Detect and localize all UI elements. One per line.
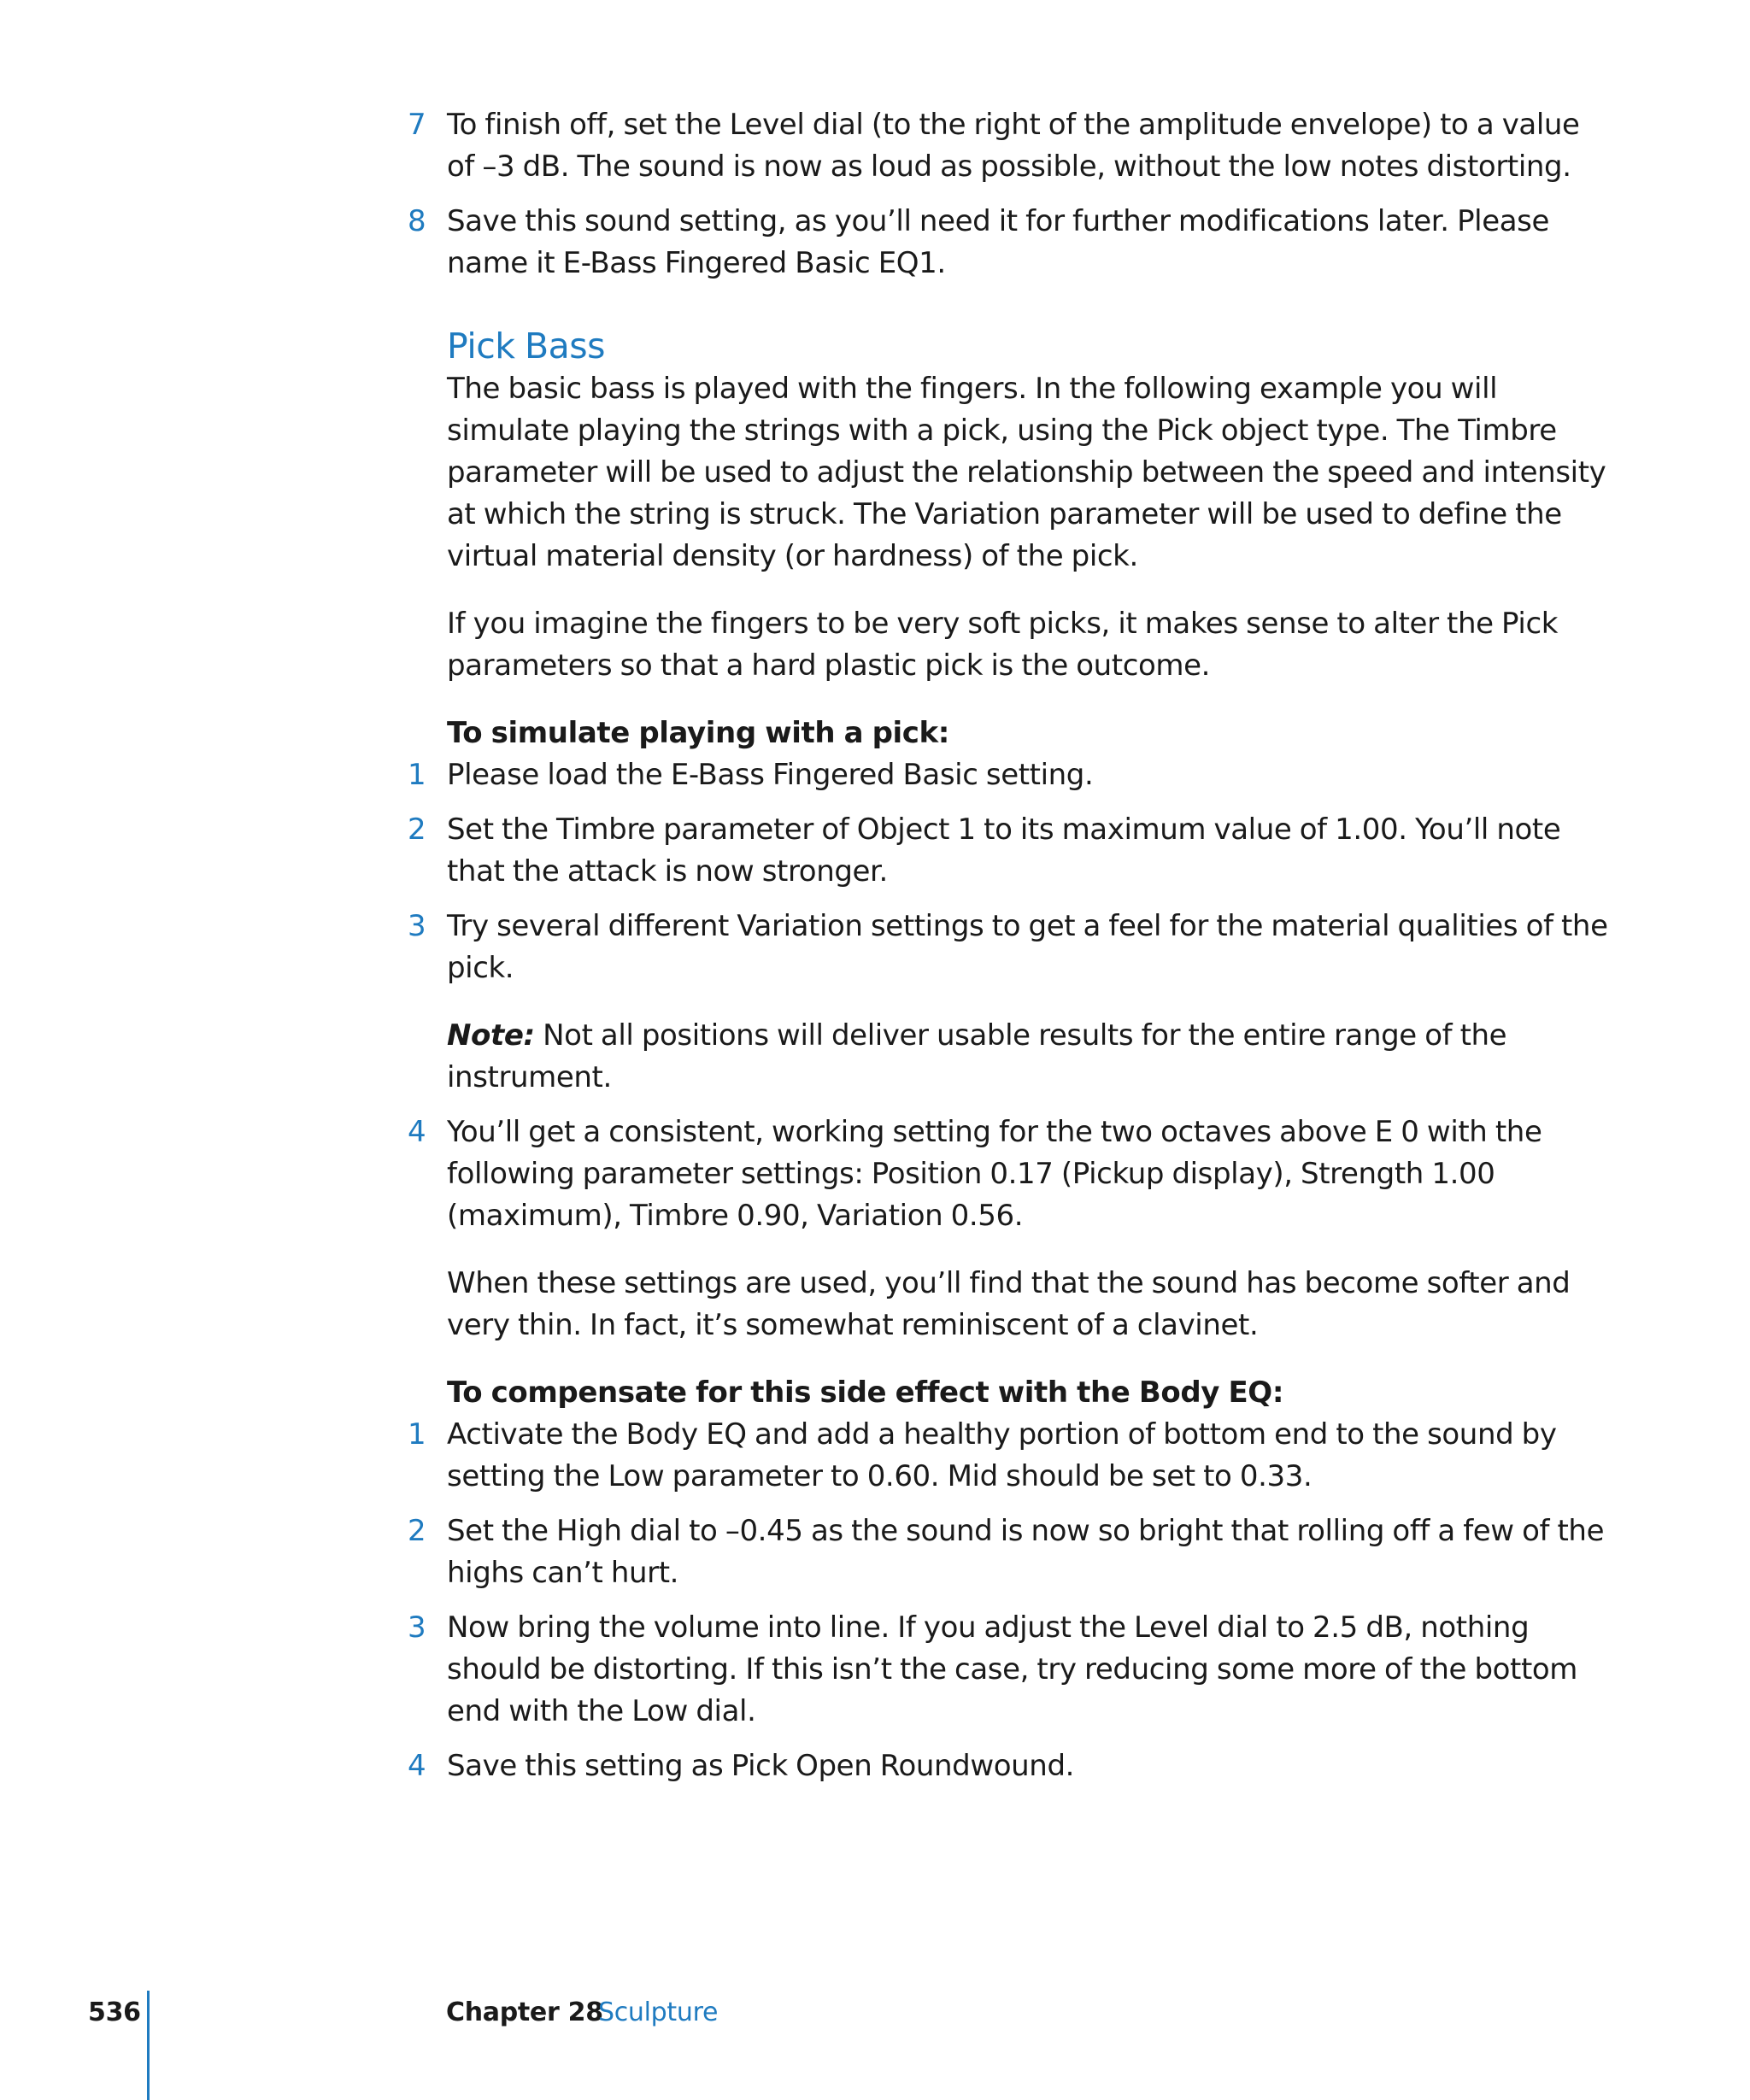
task-heading: To compensate for this side effect with the Body EQ: [447,1376,1284,1410]
step-text: Set the Timbre parameter of Object 1 to its maximum value of 1.00. You’ll note that the attack is now stronger. [447,812,1561,889]
list-item [408,809,1609,893]
list-item [408,201,1609,284]
step-number: 3 [408,909,426,943]
note-text: Not all positions will deliver usable results for the entire range of the instrument. [447,1018,1507,1094]
step-text: Try several different Variation settings to get a feel for the material qualities of the pick. [447,909,1608,985]
chapter-label: Chapter 28 [446,1997,603,2027]
step-text: To finish off, set the Level dial (to the right of the amplitude envelope) to a value of –3 dB. The sound is now as loud as possible, without the low notes distorting. [447,108,1580,184]
list-item [408,754,1609,796]
step-number: 4 [408,1115,426,1149]
step-number: 2 [408,1514,426,1548]
step-number: 1 [408,758,426,792]
note [447,1015,1609,1099]
step-number: 7 [408,108,426,142]
list-item [408,1745,1609,1787]
step-number: 1 [408,1417,426,1452]
body-paragraph: When these settings are used, you’ll find that the sound has become softer and very thin. In fact, it’s somewhat reminiscent of a clavinet. [447,1266,1571,1342]
list-item [408,1607,1609,1733]
step-number: 2 [408,812,426,847]
list-item [408,906,1609,989]
page-number: 536 [88,1997,141,2027]
list-item [408,1414,1609,1498]
step-text: Save this setting as Pick Open Roundwound. [447,1749,1075,1783]
body-paragraph: The basic bass is played with the fingers. In the following example you will simulate playing the strings with a pick, using the Pick object type. The Timbre parameter will be used to adjust the relationship between the speed and intensity at which the string is struck. The Variation parameter will be used to define the virtual material density (or hardness) of the pick. [447,372,1606,573]
task-heading: To simulate playing with a pick: [447,716,949,750]
step-number: 4 [408,1749,426,1783]
body-paragraph: If you imagine the fingers to be very soft picks, it makes sense to alter the Pick parameters so that a hard plastic pick is the outcome. [447,607,1559,683]
step-text: Now bring the volume into line. If you adjust the Level dial to 2.5 dB, nothing should be distorting. If this isn’t the case, try reducing some more of the bottom end with the Low dial. [447,1610,1578,1728]
step-text: You’ll get a consistent, working setting for the two octaves above E 0 with the following parameter settings: Position 0.17 (Pickup display), Strength 1.00 (maximum), Timbre 0.90, Variation 0.56. [447,1115,1542,1233]
list-item [408,1510,1609,1594]
step-number: 3 [408,1610,426,1645]
list-item [408,1112,1609,1237]
list-item [408,104,1609,188]
footer-divider [147,1991,150,2100]
page-content [408,104,1609,1800]
step-text: Save this sound setting, as you’ll need it for further modifications later. Please name it E-Bass Fingered Basic EQ1. [447,204,1550,280]
step-text: Activate the Body EQ and add a healthy portion of bottom end to the sound by setting the Low parameter to 0.60. Mid should be set to 0.33. [447,1417,1557,1493]
step-number: 8 [408,204,426,238]
step-text: Please load the E-Bass Fingered Basic setting. [447,758,1094,792]
section-title: Pick Bass [447,326,606,367]
step-text: Set the High dial to –0.45 as the sound is now so bright that rolling off a few of the highs can’t hurt. [447,1514,1605,1590]
note-label: Note: [447,1018,535,1053]
chapter-title: Sculpture [598,1997,719,2027]
